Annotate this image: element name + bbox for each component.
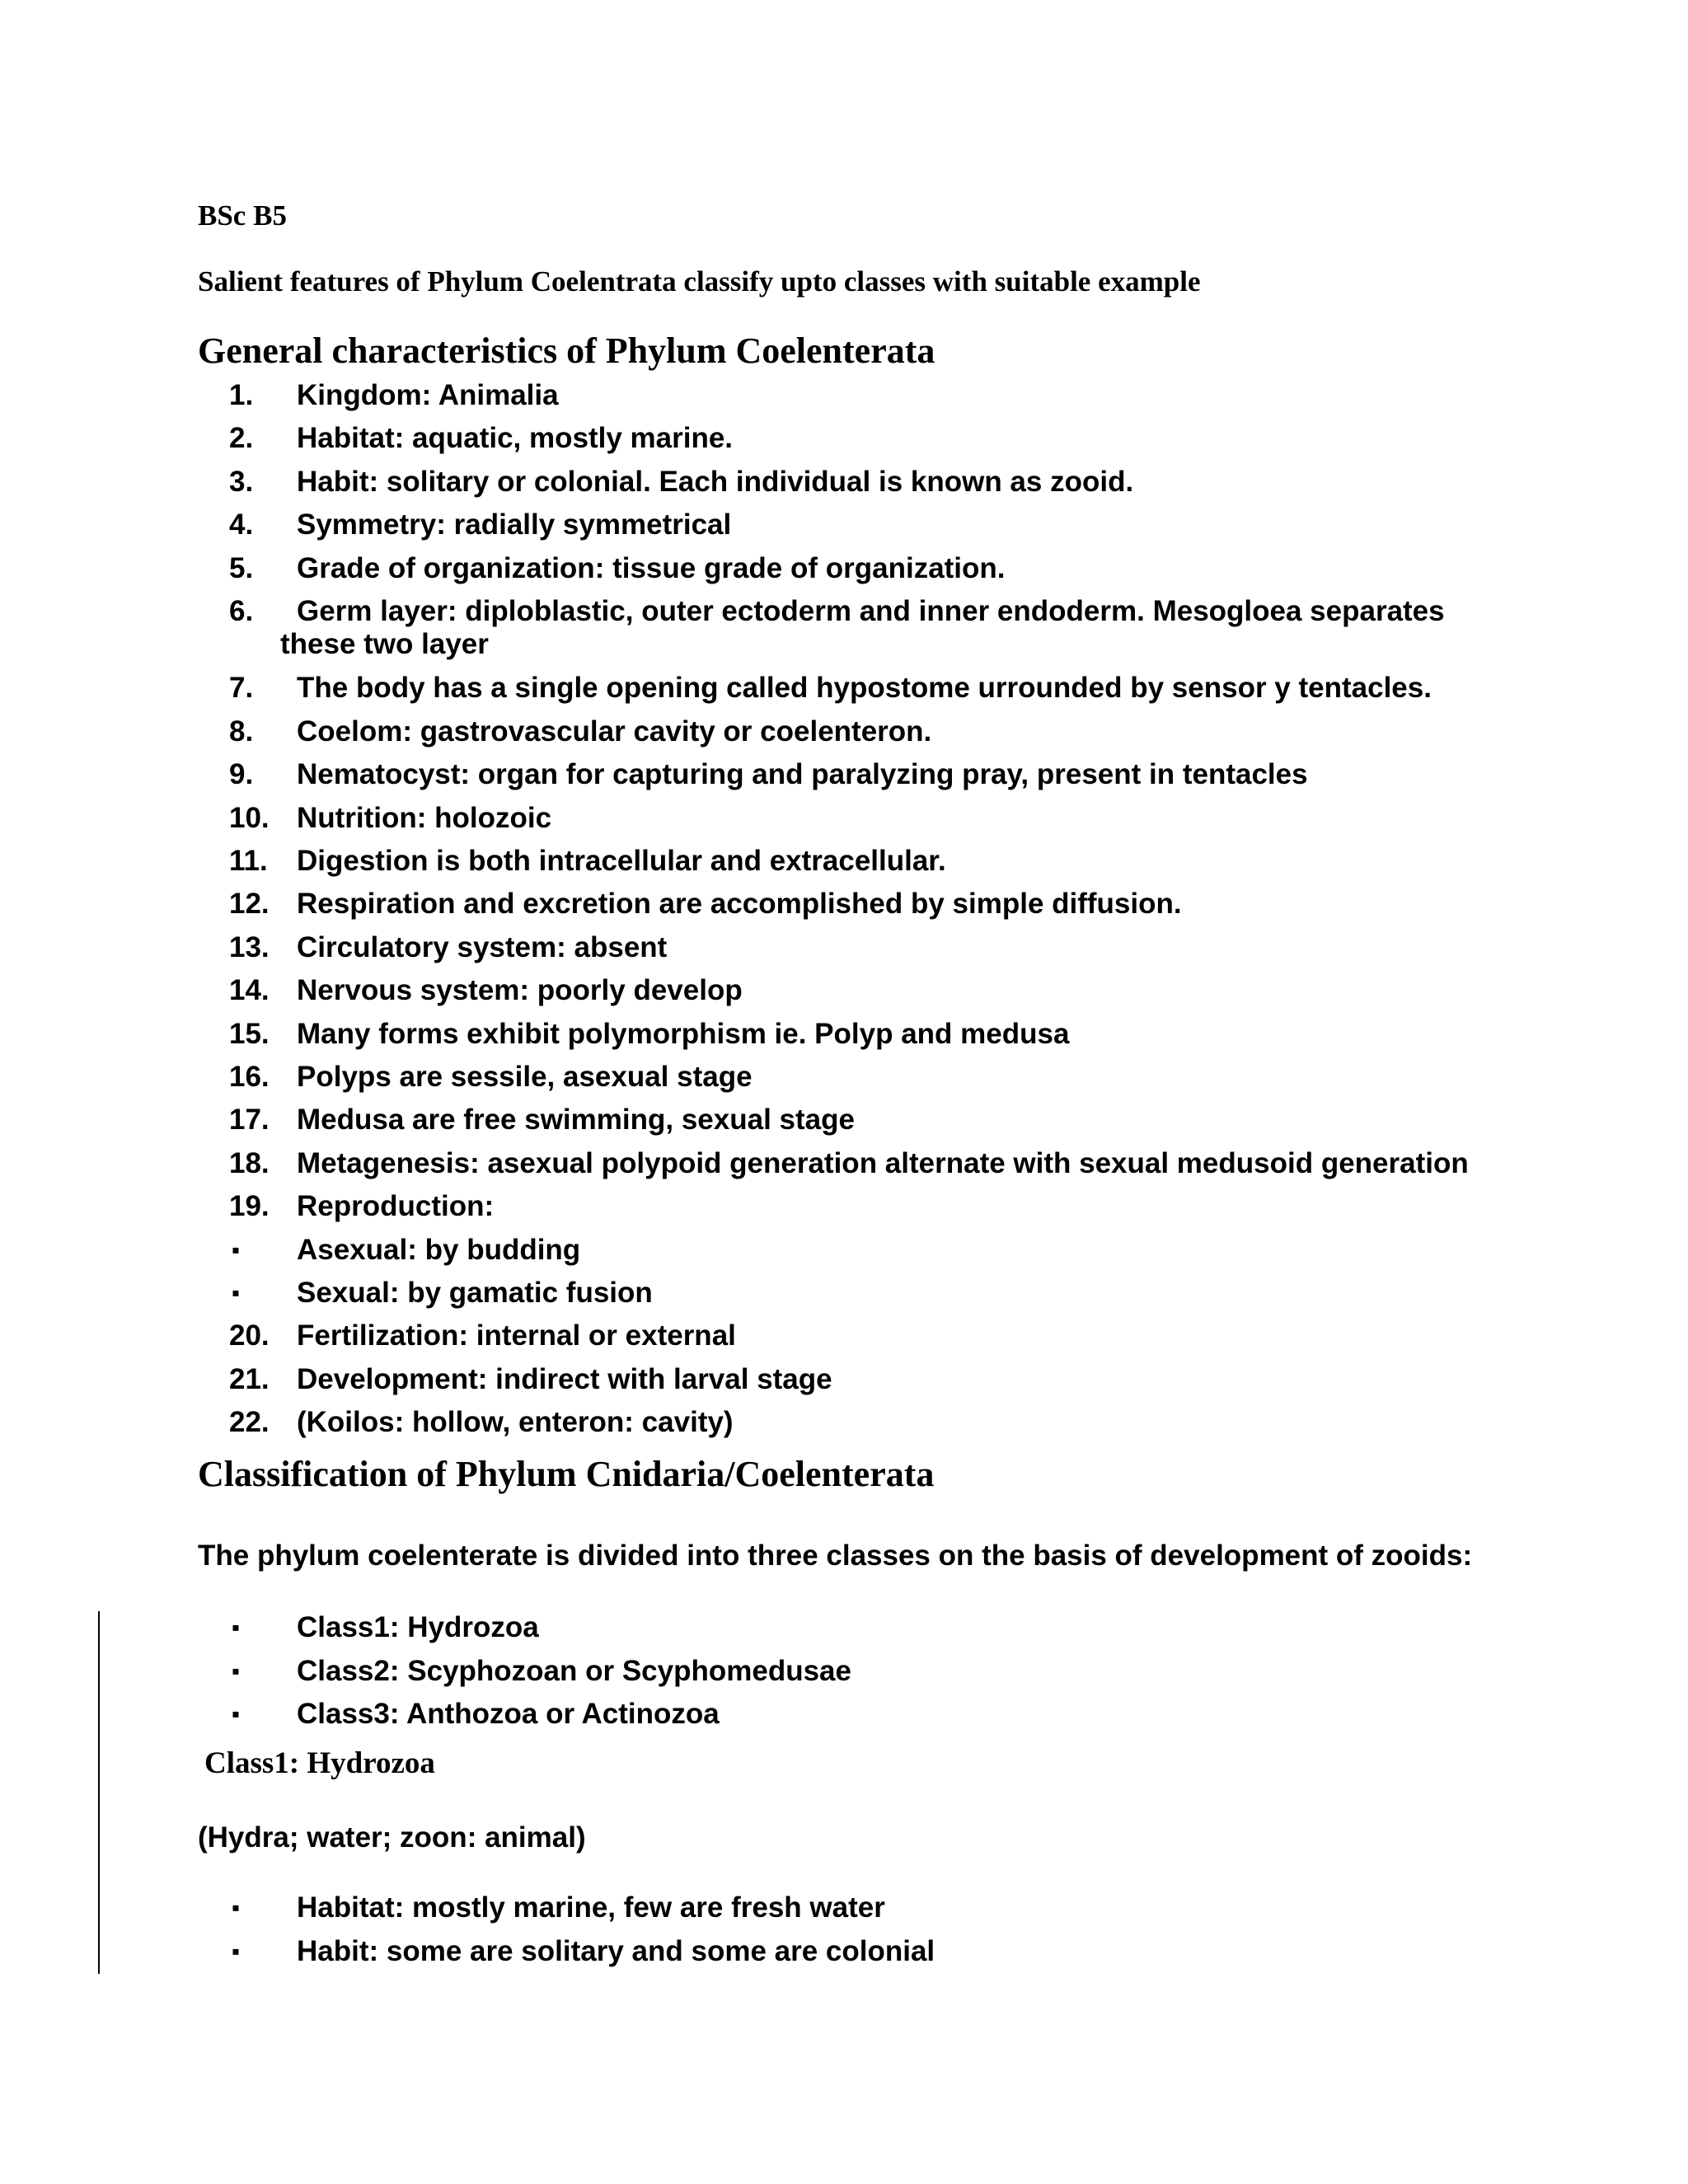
- item-text: Reproduction:: [297, 1190, 495, 1223]
- item-text: Asexual: by budding: [297, 1233, 581, 1266]
- general-characteristics-heading: General characteristics of Phylum Coelenterata: [198, 330, 935, 371]
- item-text: Habit: solitary or colonial. Each individual is known as zooid.: [297, 465, 1134, 498]
- item-text: Kingdom: Animalia: [297, 379, 559, 411]
- bullet-marker: ▪: [232, 1895, 240, 1920]
- item-number: 2.: [229, 422, 254, 455]
- bullet-marker: ▪: [232, 1615, 240, 1640]
- item-text: Polyps are sessile, asexual stage: [297, 1061, 753, 1093]
- hydrozoa-heading: Class1: Hydrozoa: [204, 1746, 435, 1780]
- item-number: 6.: [229, 595, 254, 627]
- question-title: Salient features of Phylum Coelentrata classify upto classes with suitable example: [198, 265, 1201, 298]
- bullet-marker: ▪: [232, 1938, 240, 1964]
- item-text: Class2: Scyphozoan or Scyphomedusae: [297, 1654, 851, 1687]
- item-text: The body has a single opening called hypostome urrounded by sensor y tentacles.: [297, 672, 1432, 705]
- item-text: Nematocyst: organ for capturing and paralyzing pray, present in tentacles: [297, 758, 1308, 791]
- item-text: Class3: Anthozoa or Actinozoa: [297, 1698, 720, 1730]
- item-number: 17.: [229, 1104, 270, 1137]
- item-number: 22.: [229, 1406, 270, 1439]
- bullet-marker: ▪: [232, 1236, 240, 1263]
- item-number: 20.: [229, 1319, 270, 1352]
- item-text: Sexual: by gamatic fusion: [297, 1277, 653, 1309]
- item-number: 7.: [229, 672, 254, 705]
- item-number: 21.: [229, 1362, 270, 1395]
- item-number: 18.: [229, 1146, 270, 1179]
- item-text: Habitat: aquatic, mostly marine.: [297, 422, 734, 455]
- classification-intro: The phylum coelenterate is divided into three classes on the basis of development of zooids:: [198, 1540, 1473, 1572]
- item-number: 9.: [229, 758, 254, 791]
- item-text: Class1: Hydrozoa: [297, 1611, 539, 1643]
- item-text: Medusa are free swimming, sexual stage: [297, 1104, 855, 1137]
- bullet-marker: ▪: [232, 1280, 240, 1305]
- item-number: 3.: [229, 465, 254, 498]
- item-text: Habitat: mostly marine, few are fresh water: [297, 1891, 885, 1924]
- item-text: Symmetry: radially symmetrical: [297, 509, 732, 541]
- course-code: BSc B5: [198, 199, 287, 232]
- item-text: Metagenesis: asexual polypoid generation alternate with sexual medusoid generation: [297, 1146, 1469, 1179]
- item-text: Circulatory system: absent: [297, 930, 668, 963]
- item-number: 19.: [229, 1190, 270, 1223]
- bullet-marker: ▪: [232, 1701, 240, 1727]
- hydrozoa-etymology: (Hydra; water; zoon: animal): [198, 1821, 586, 1854]
- item-text: (Koilos: hollow, enteron: cavity): [297, 1406, 734, 1439]
- item-text: Germ layer: diploblastic, outer ectoderm and inner endoderm. Mesogloea separates: [297, 595, 1445, 627]
- item-text: Respiration and excretion are accomplished by simple diffusion.: [297, 888, 1182, 921]
- item-text: Development: indirect with larval stage: [297, 1362, 832, 1395]
- item-text: Grade of organization: tissue grade of organization.: [297, 551, 1006, 584]
- margin-change-bar: [98, 1611, 100, 1974]
- item-number: 16.: [229, 1061, 270, 1093]
- item-number: 11.: [229, 845, 268, 877]
- item-number: 14.: [229, 974, 270, 1007]
- item-number: 1.: [229, 379, 254, 411]
- item-number: 4.: [229, 509, 254, 541]
- item-text: Many forms exhibit polymorphism ie. Polyp and medusa: [297, 1017, 1070, 1050]
- item-text: Fertilization: internal or external: [297, 1319, 736, 1352]
- item-text: Digestion is both intracellular and extracellular.: [297, 845, 946, 877]
- item-number: 13.: [229, 930, 270, 963]
- classification-heading: Classification of Phylum Cnidaria/Coelenterata: [198, 1454, 935, 1494]
- item-text: Nutrition: holozoic: [297, 801, 552, 834]
- item-text: Habit: some are solitary and some are colonial: [297, 1934, 935, 1967]
- item-number: 8.: [229, 715, 254, 748]
- item-text: Coelom: gastrovascular cavity or coelenteron.: [297, 715, 932, 748]
- item-number: 5.: [229, 551, 254, 584]
- bullet-marker: ▪: [232, 1657, 240, 1684]
- item-text-continuation: these two layer: [280, 628, 489, 660]
- item-number: 10.: [229, 801, 270, 834]
- item-number: 12.: [229, 888, 270, 921]
- item-text: Nervous system: poorly develop: [297, 974, 743, 1007]
- item-number: 15.: [229, 1017, 270, 1050]
